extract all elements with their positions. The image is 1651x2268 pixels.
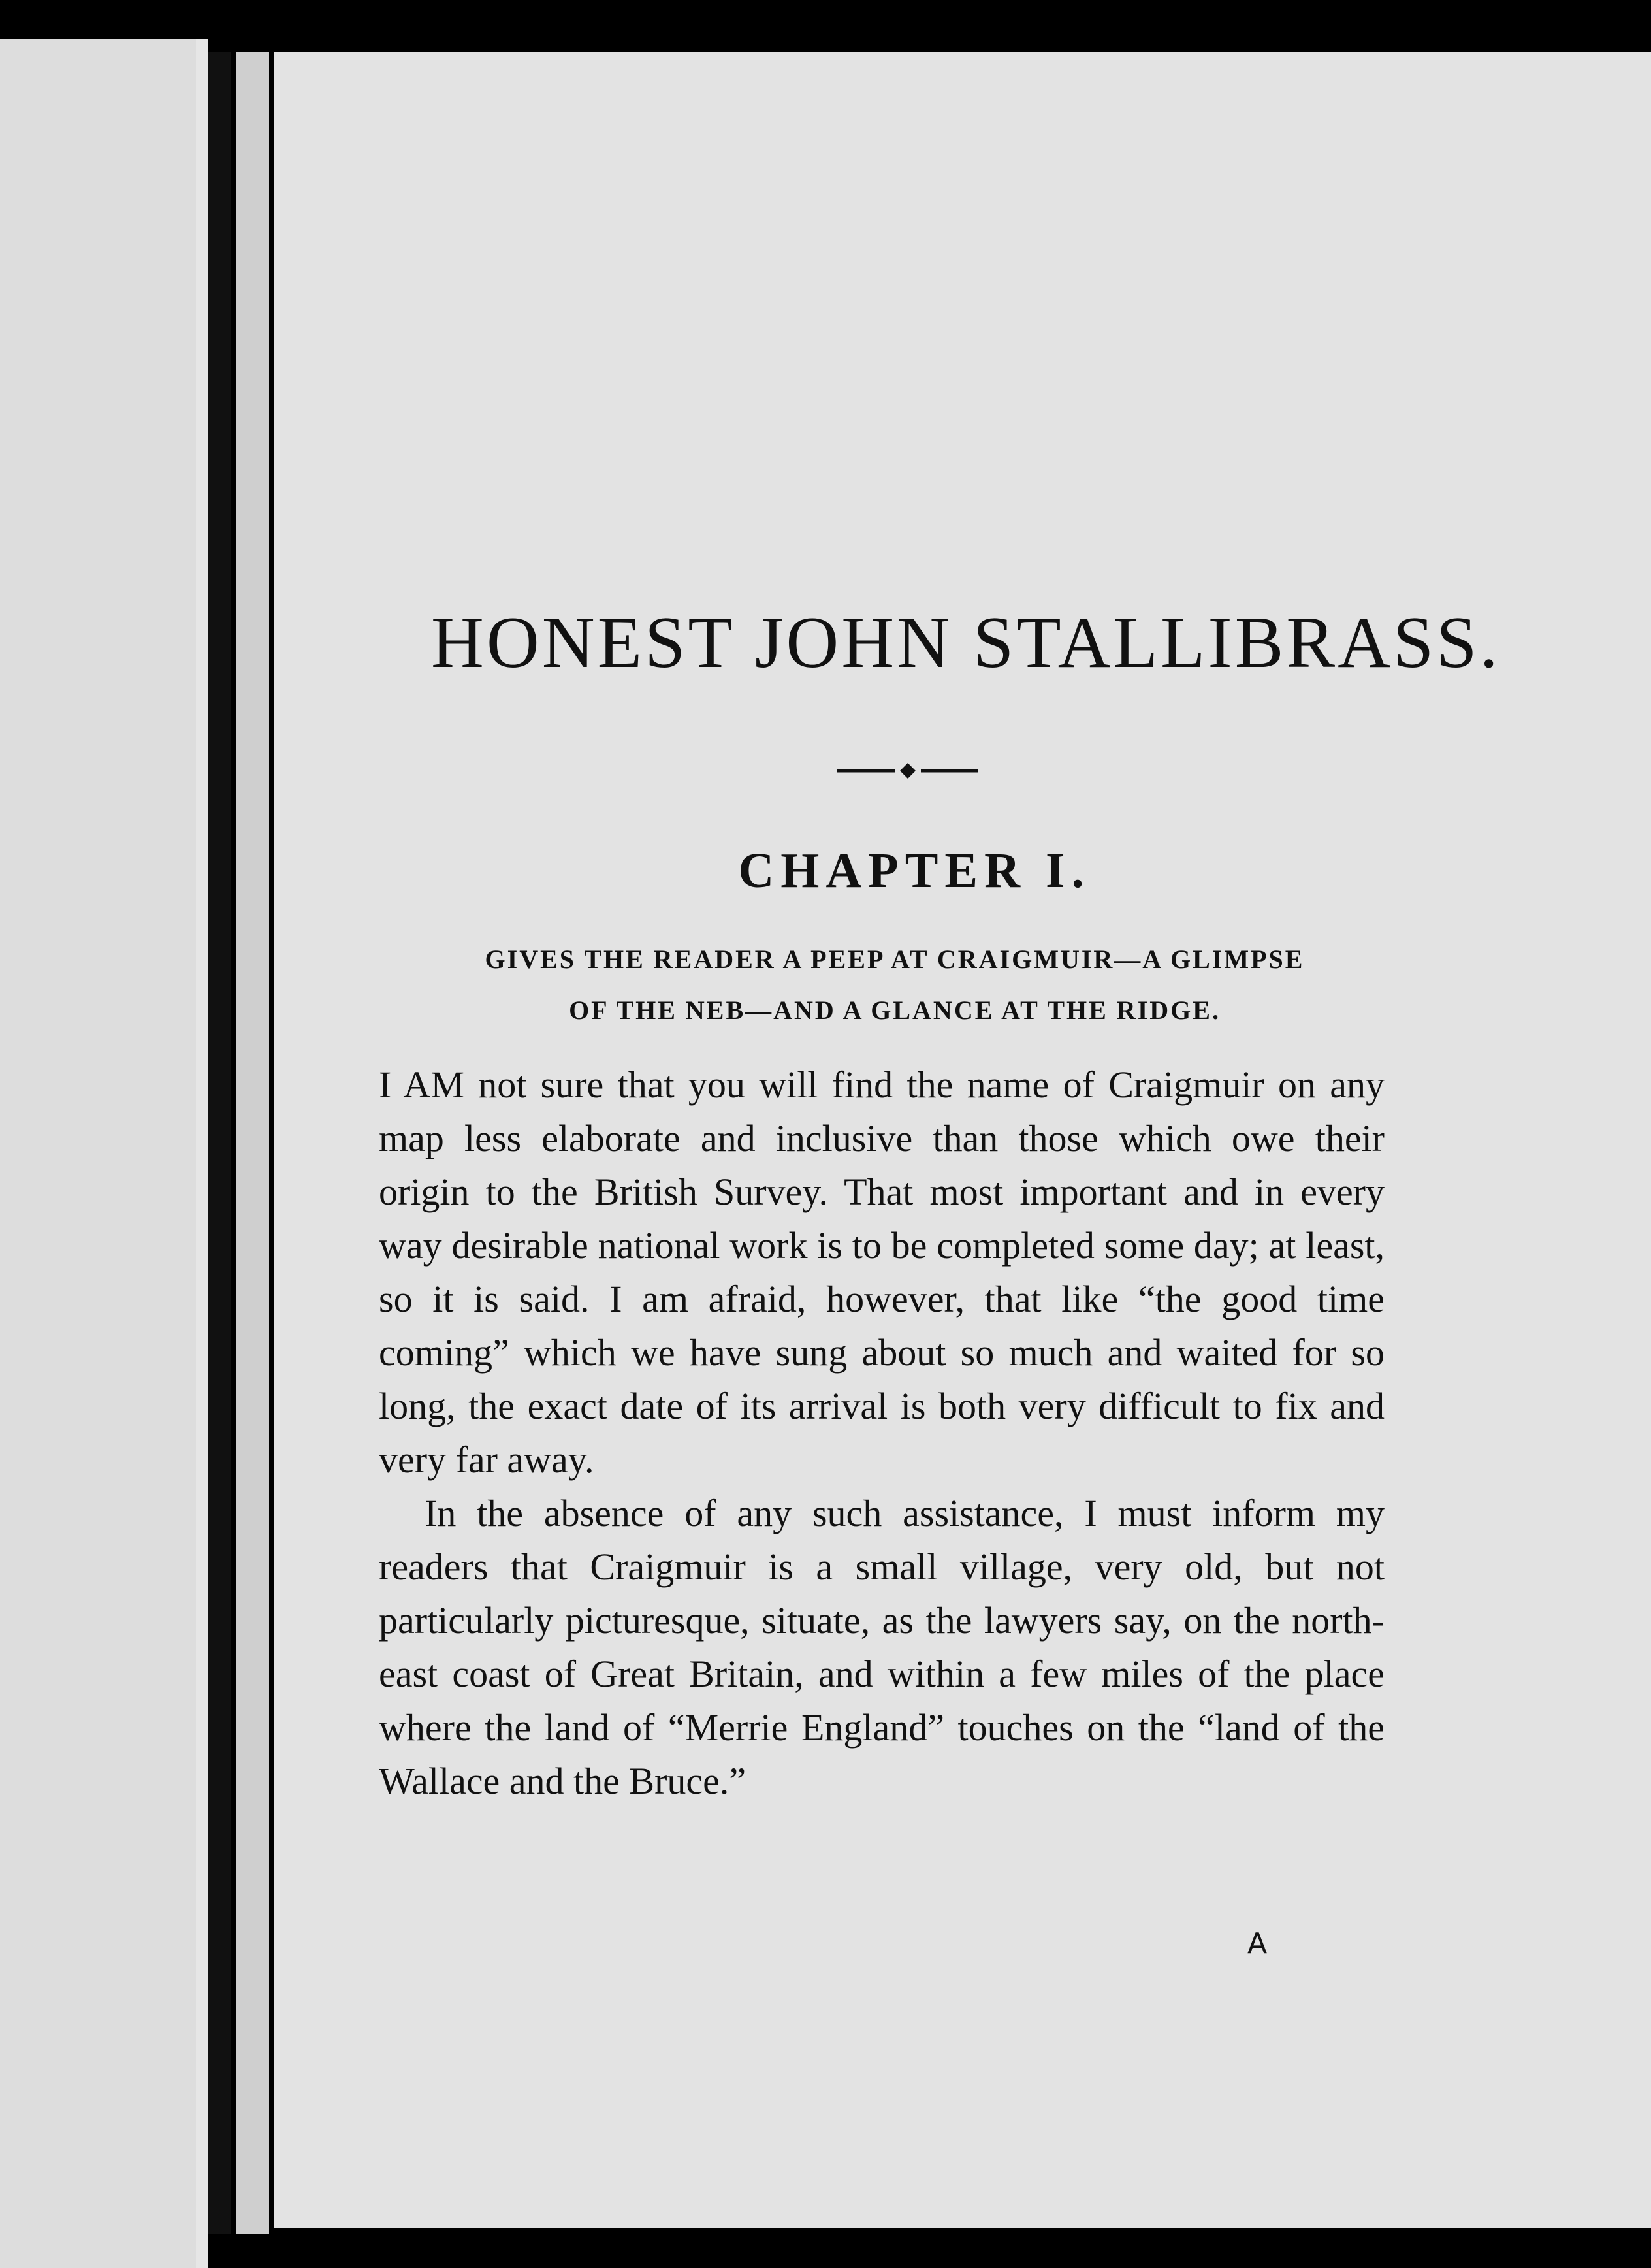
book-spine-shadow <box>208 52 231 2234</box>
chapter-heading: CHAPTER I. <box>738 843 1091 898</box>
book-title: HONEST JOHN STALLIBRASS. <box>431 602 1501 683</box>
chapter-body <box>379 1058 1385 1808</box>
left-page-edge <box>0 39 196 2268</box>
paragraph-1: I AM not sure that you will find the name of Craigmuir on any map less elaborate and inclusive than those which owe their origin to the British Survey. That most important and in every way desirable national work is to be completed some day; at least, so it is said. I am afraid, however, that like “the good time coming” which we have sung about so much and waited for so long, the exact date of its arrival is both very difficult to fix and very far away. <box>379 1063 1385 1481</box>
signature-mark: A <box>1247 1927 1268 1960</box>
chapter-summary <box>405 934 1385 1036</box>
gutter-shadow <box>196 39 208 2268</box>
chapter-summary-line-1: GIVES THE READER A PEEP AT CRAIGMUIR—A GLIMPSE <box>485 945 1305 974</box>
gutter-fold <box>236 52 269 2234</box>
paragraph-2: In the absence of any such assistance, I must inform my readers that Craigmuir is a small village, very old, but not particularly picturesque, situate, as the lawyers say, on the north-east coast of Great Britain, and within a few miles of the place where the land of “Merrie England” touches on the “land of the Wallace and the Bruce.” <box>379 1492 1385 1802</box>
ornament-rule-icon <box>836 758 980 784</box>
chapter-summary-line-2: OF THE NEB—AND A GLANCE AT THE RIDGE. <box>569 996 1221 1025</box>
